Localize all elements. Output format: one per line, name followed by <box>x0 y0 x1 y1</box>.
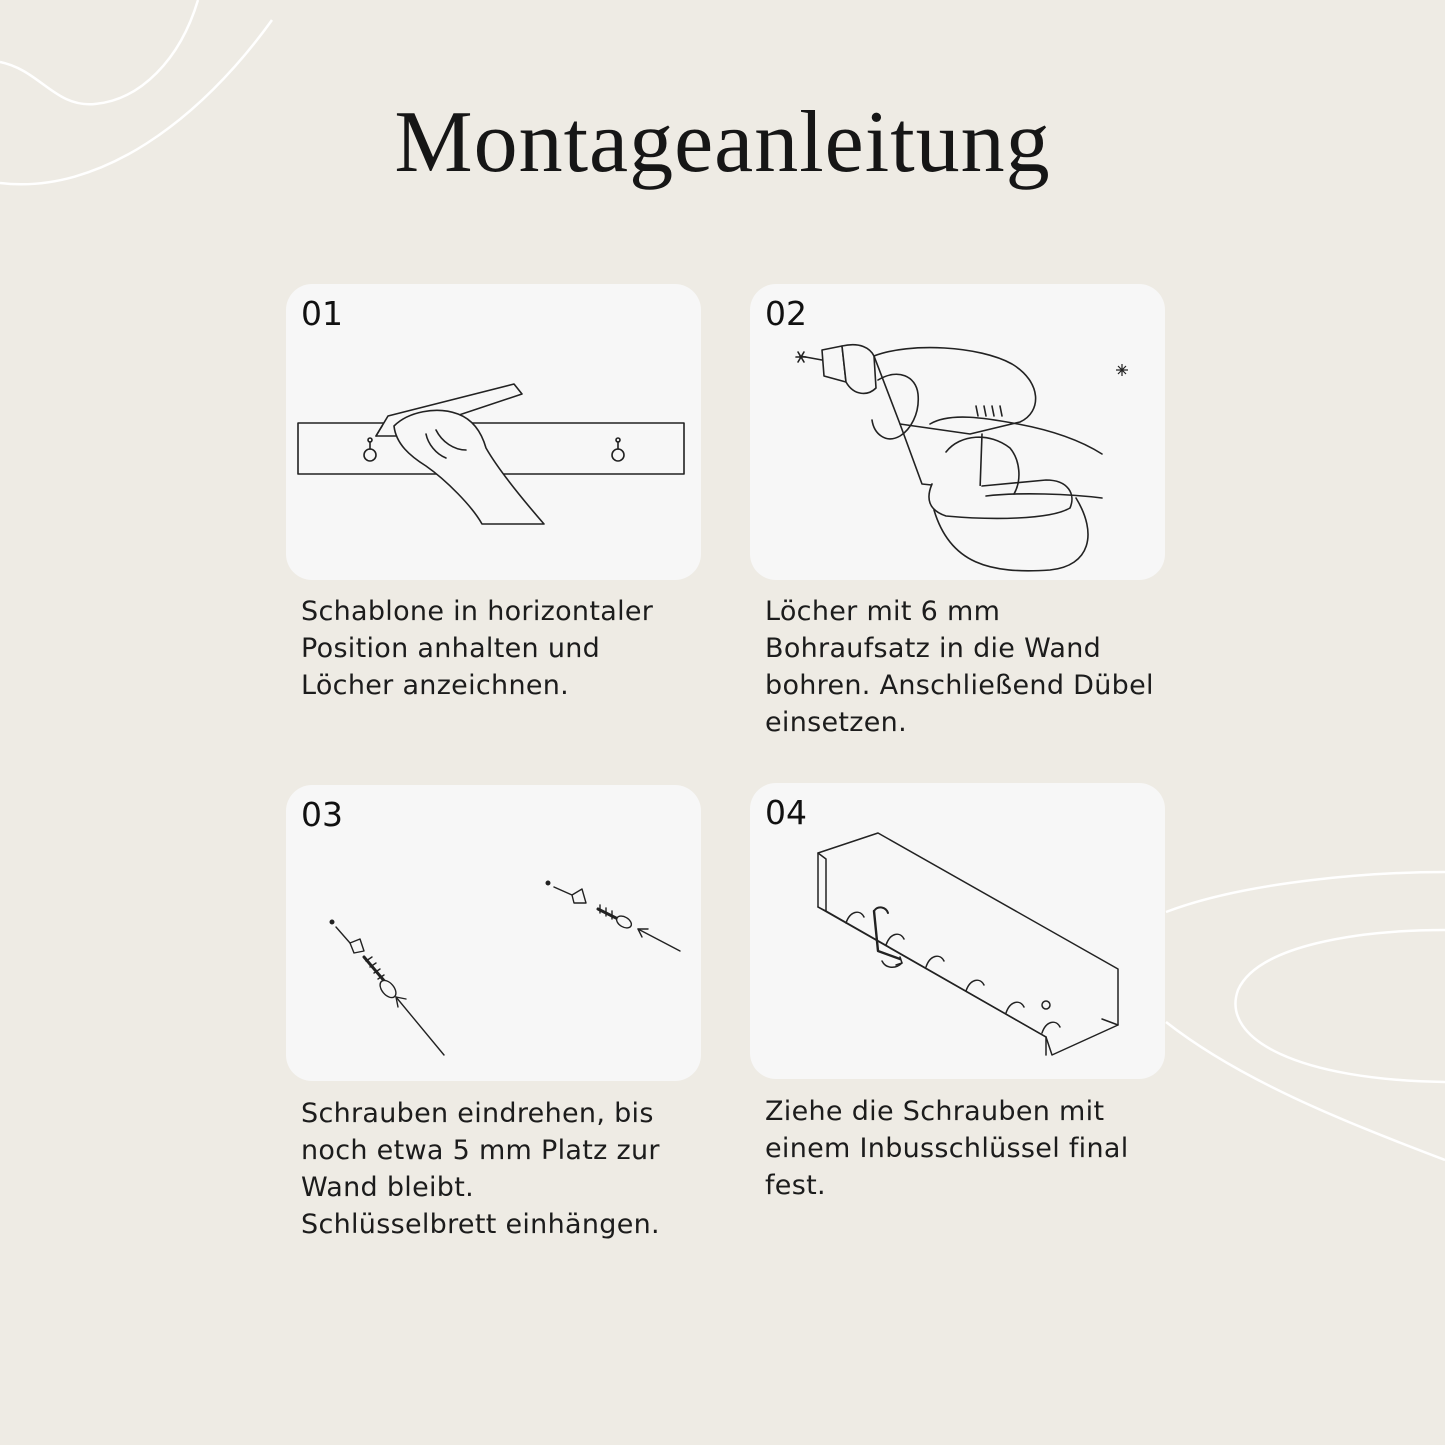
caption-line: Position anhalten und <box>301 633 601 664</box>
caption-line: Bohraufsatz in die Wand <box>765 633 1102 664</box>
step-03-card <box>286 785 701 1081</box>
step-02-card <box>750 284 1165 580</box>
caption-line: Schrauben eindrehen, bis <box>301 1098 654 1129</box>
caption-line: fest. <box>765 1170 826 1201</box>
step-01-card <box>286 284 701 580</box>
caption-line: Schablone in horizontaler <box>301 596 654 627</box>
step-number: 04 <box>765 793 807 832</box>
step-04-caption <box>765 1093 1165 1204</box>
caption-line: Löcher mit 6 mm <box>765 596 1001 627</box>
caption-line: Schlüsselbrett einhängen. <box>301 1209 660 1240</box>
caption-line: einsetzen. <box>765 707 907 738</box>
caption-line: bohren. Anschließend Dübel <box>765 670 1154 701</box>
caption-line: einem Inbusschlüssel final <box>765 1133 1129 1164</box>
allen-key-tightening-illustration <box>750 783 1165 1079</box>
drill-illustration <box>750 284 1165 580</box>
step-04-card <box>750 783 1165 1079</box>
step-number: 02 <box>765 294 807 333</box>
step-03-caption <box>301 1095 701 1243</box>
caption-line: Ziehe die Schrauben mit <box>765 1096 1105 1127</box>
caption-line: Löcher anzeichnen. <box>301 670 570 701</box>
step-02-caption <box>765 593 1165 741</box>
screws-and-dowels-illustration <box>286 785 701 1081</box>
step-number: 01 <box>301 294 343 333</box>
pencil-marking-template-illustration <box>286 284 701 580</box>
page-title: Montageanleitung <box>394 94 1051 191</box>
caption-line: noch etwa 5 mm Platz zur <box>301 1135 660 1166</box>
caption-line: Wand bleibt. <box>301 1172 475 1203</box>
step-01-caption <box>301 593 701 704</box>
step-number: 03 <box>301 795 343 834</box>
